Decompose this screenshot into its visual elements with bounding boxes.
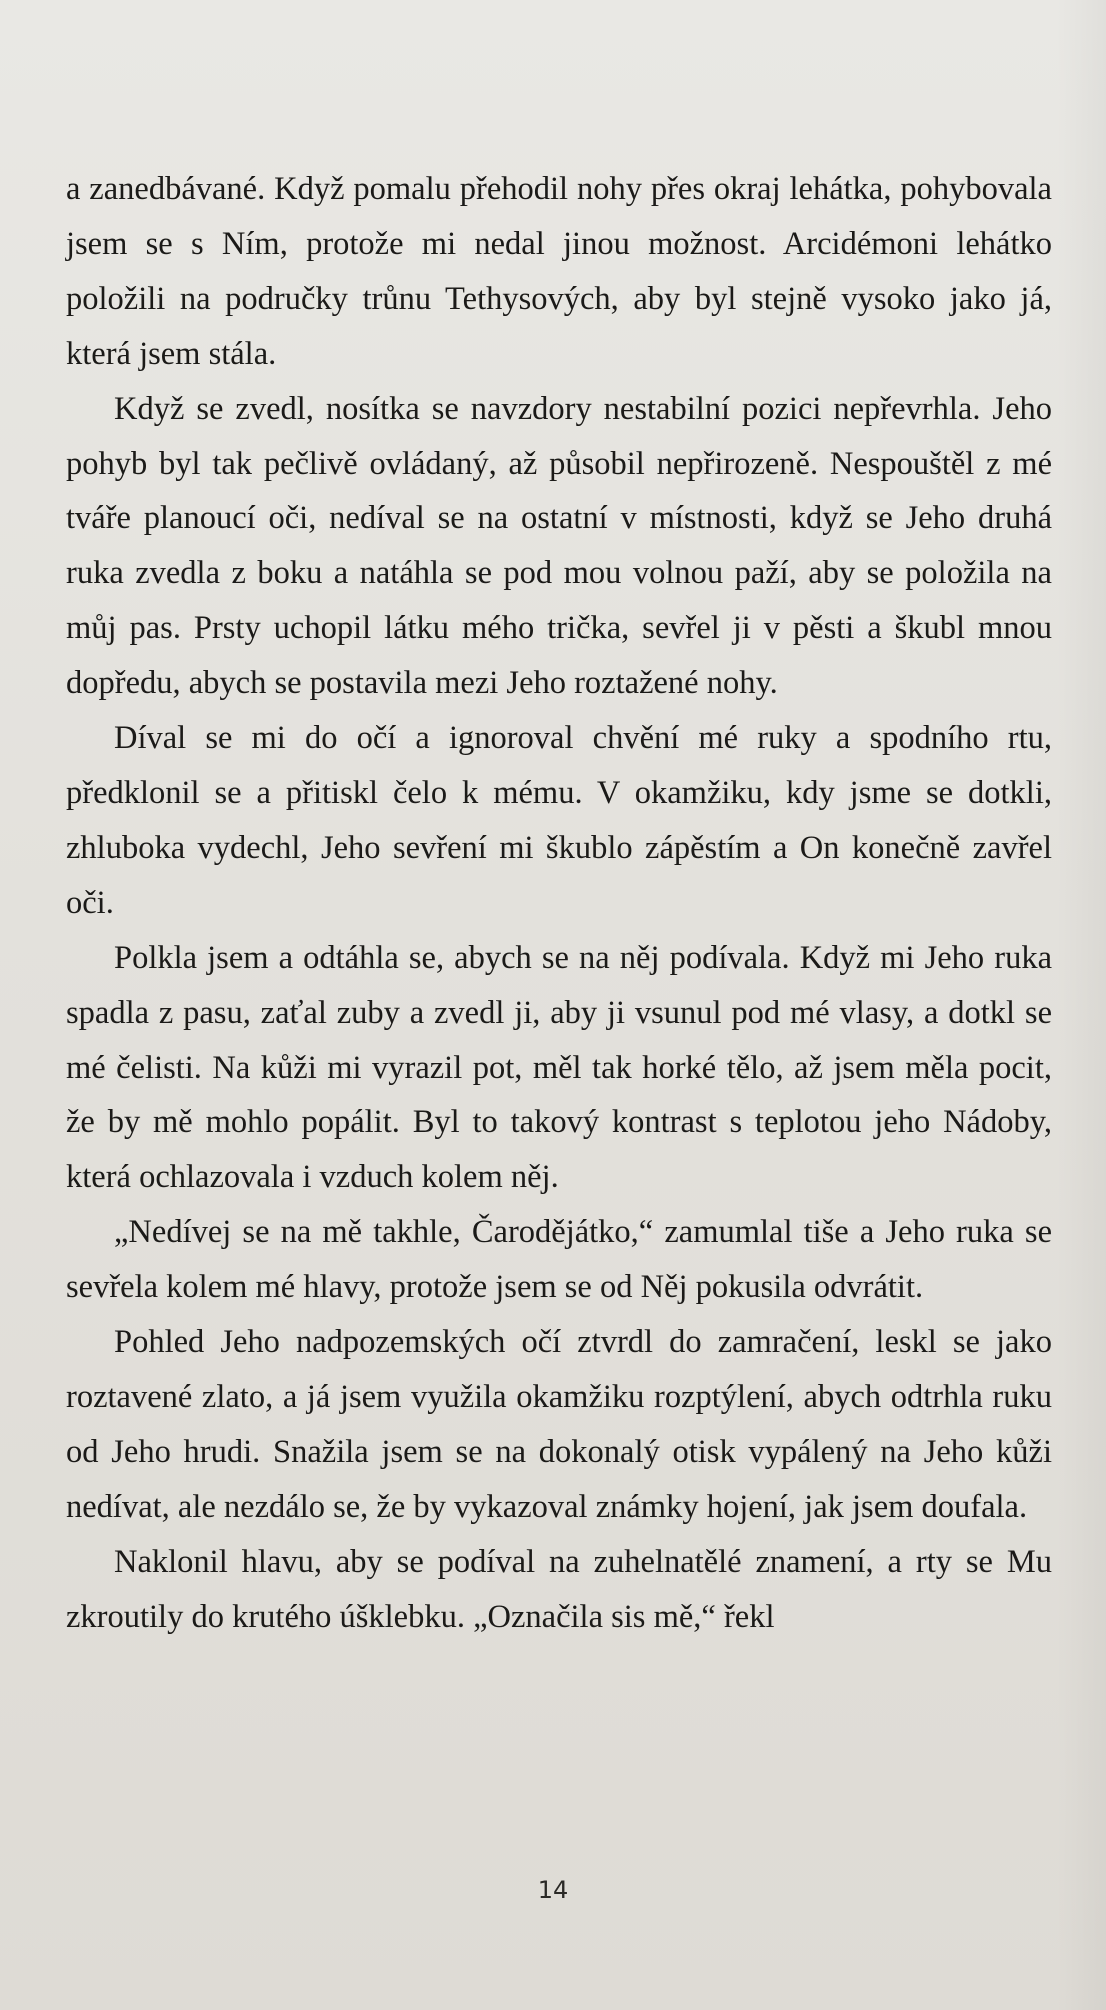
paragraph-2: Když se zvedl, nosítka se navzdory nestabilní pozici nepřevrhla. Jeho pohyb byl tak pečlivě ovládaný, až působil nepřirozeně. Nespouštěl z mé tváře planoucí oči, nedíval se na ostatní v místnosti, když se Jeho druhá ruka zvedla z boku a natáhla se pod mou volnou paží, aby se položila na můj pas. Prsty uchopil látku mého trička, sevřel ji v pěsti a škubl mnou dopředu, abych se postavila mezi Jeho roztažené nohy. (66, 390, 1052, 702)
body-text (66, 162, 1052, 1644)
paragraph-4: Polkla jsem a odtáhla se, abych se na něj podívala. Když mi Jeho ruka spadla z pasu, zaťal zuby a zvedl ji, aby ji vsunul pod mé vlasy, a dotkl se mé čelisti. Na kůži mi vyrazil pot, měl tak horké tělo, až jsem měla pocit, že by mě mohlo popálit. Byl to takový kontrast s teplotou jeho Nádoby, která ochlazovala i vzduch kolem něj. (66, 939, 1052, 1196)
paragraph-1: a zanedbávané. Když pomalu přehodil nohy přes okraj lehátka, pohybovala jsem se s Ním, protože mi nedal jinou možnost. Arcidémoni lehátko položili na područky trůnu Tethysových, aby byl stejně vysoko jako já, která jsem stála. (66, 171, 1052, 372)
paragraph-5: „Nedívej se na mě takhle, Čarodějátko,“ zamumlal tiše a Jeho ruka se sevřela kolem mé hlavy, protože jsem se od Něj pokusila odvrátit. (66, 1214, 1052, 1306)
paragraph-3: Díval se mi do očí a ignoroval chvění mé ruky a spodního rtu, předklonil se a přitiskl čelo k mému. V okamžiku, kdy jsme se dotkli, zhluboka vydechl, Jeho sevření mi škublo zápěstím a On konečně zavřel oči. (66, 720, 1052, 921)
page-number: 14 (537, 1876, 569, 1904)
paragraph-6: Pohled Jeho nadpozemských očí ztvrdl do zamračení, leskl se jako roztavené zlato, a já jsem využila okamžiku rozptýlení, abych odtrhla ruku od Jeho hrudi. Snažila jsem se na dokonalý otisk vypálený na Jeho kůži nedívat, ale nezdálo se, že by vykazoval známky hojení, jak jsem doufala. (66, 1324, 1052, 1525)
paragraph-7: Naklonil hlavu, aby se podíval na zuhelnatělé znamení, a rty se Mu zkroutily do krutého úšklebku. „Označila sis mě,“ řekl (66, 1543, 1052, 1635)
page-edge-shadow (1056, 0, 1106, 2010)
